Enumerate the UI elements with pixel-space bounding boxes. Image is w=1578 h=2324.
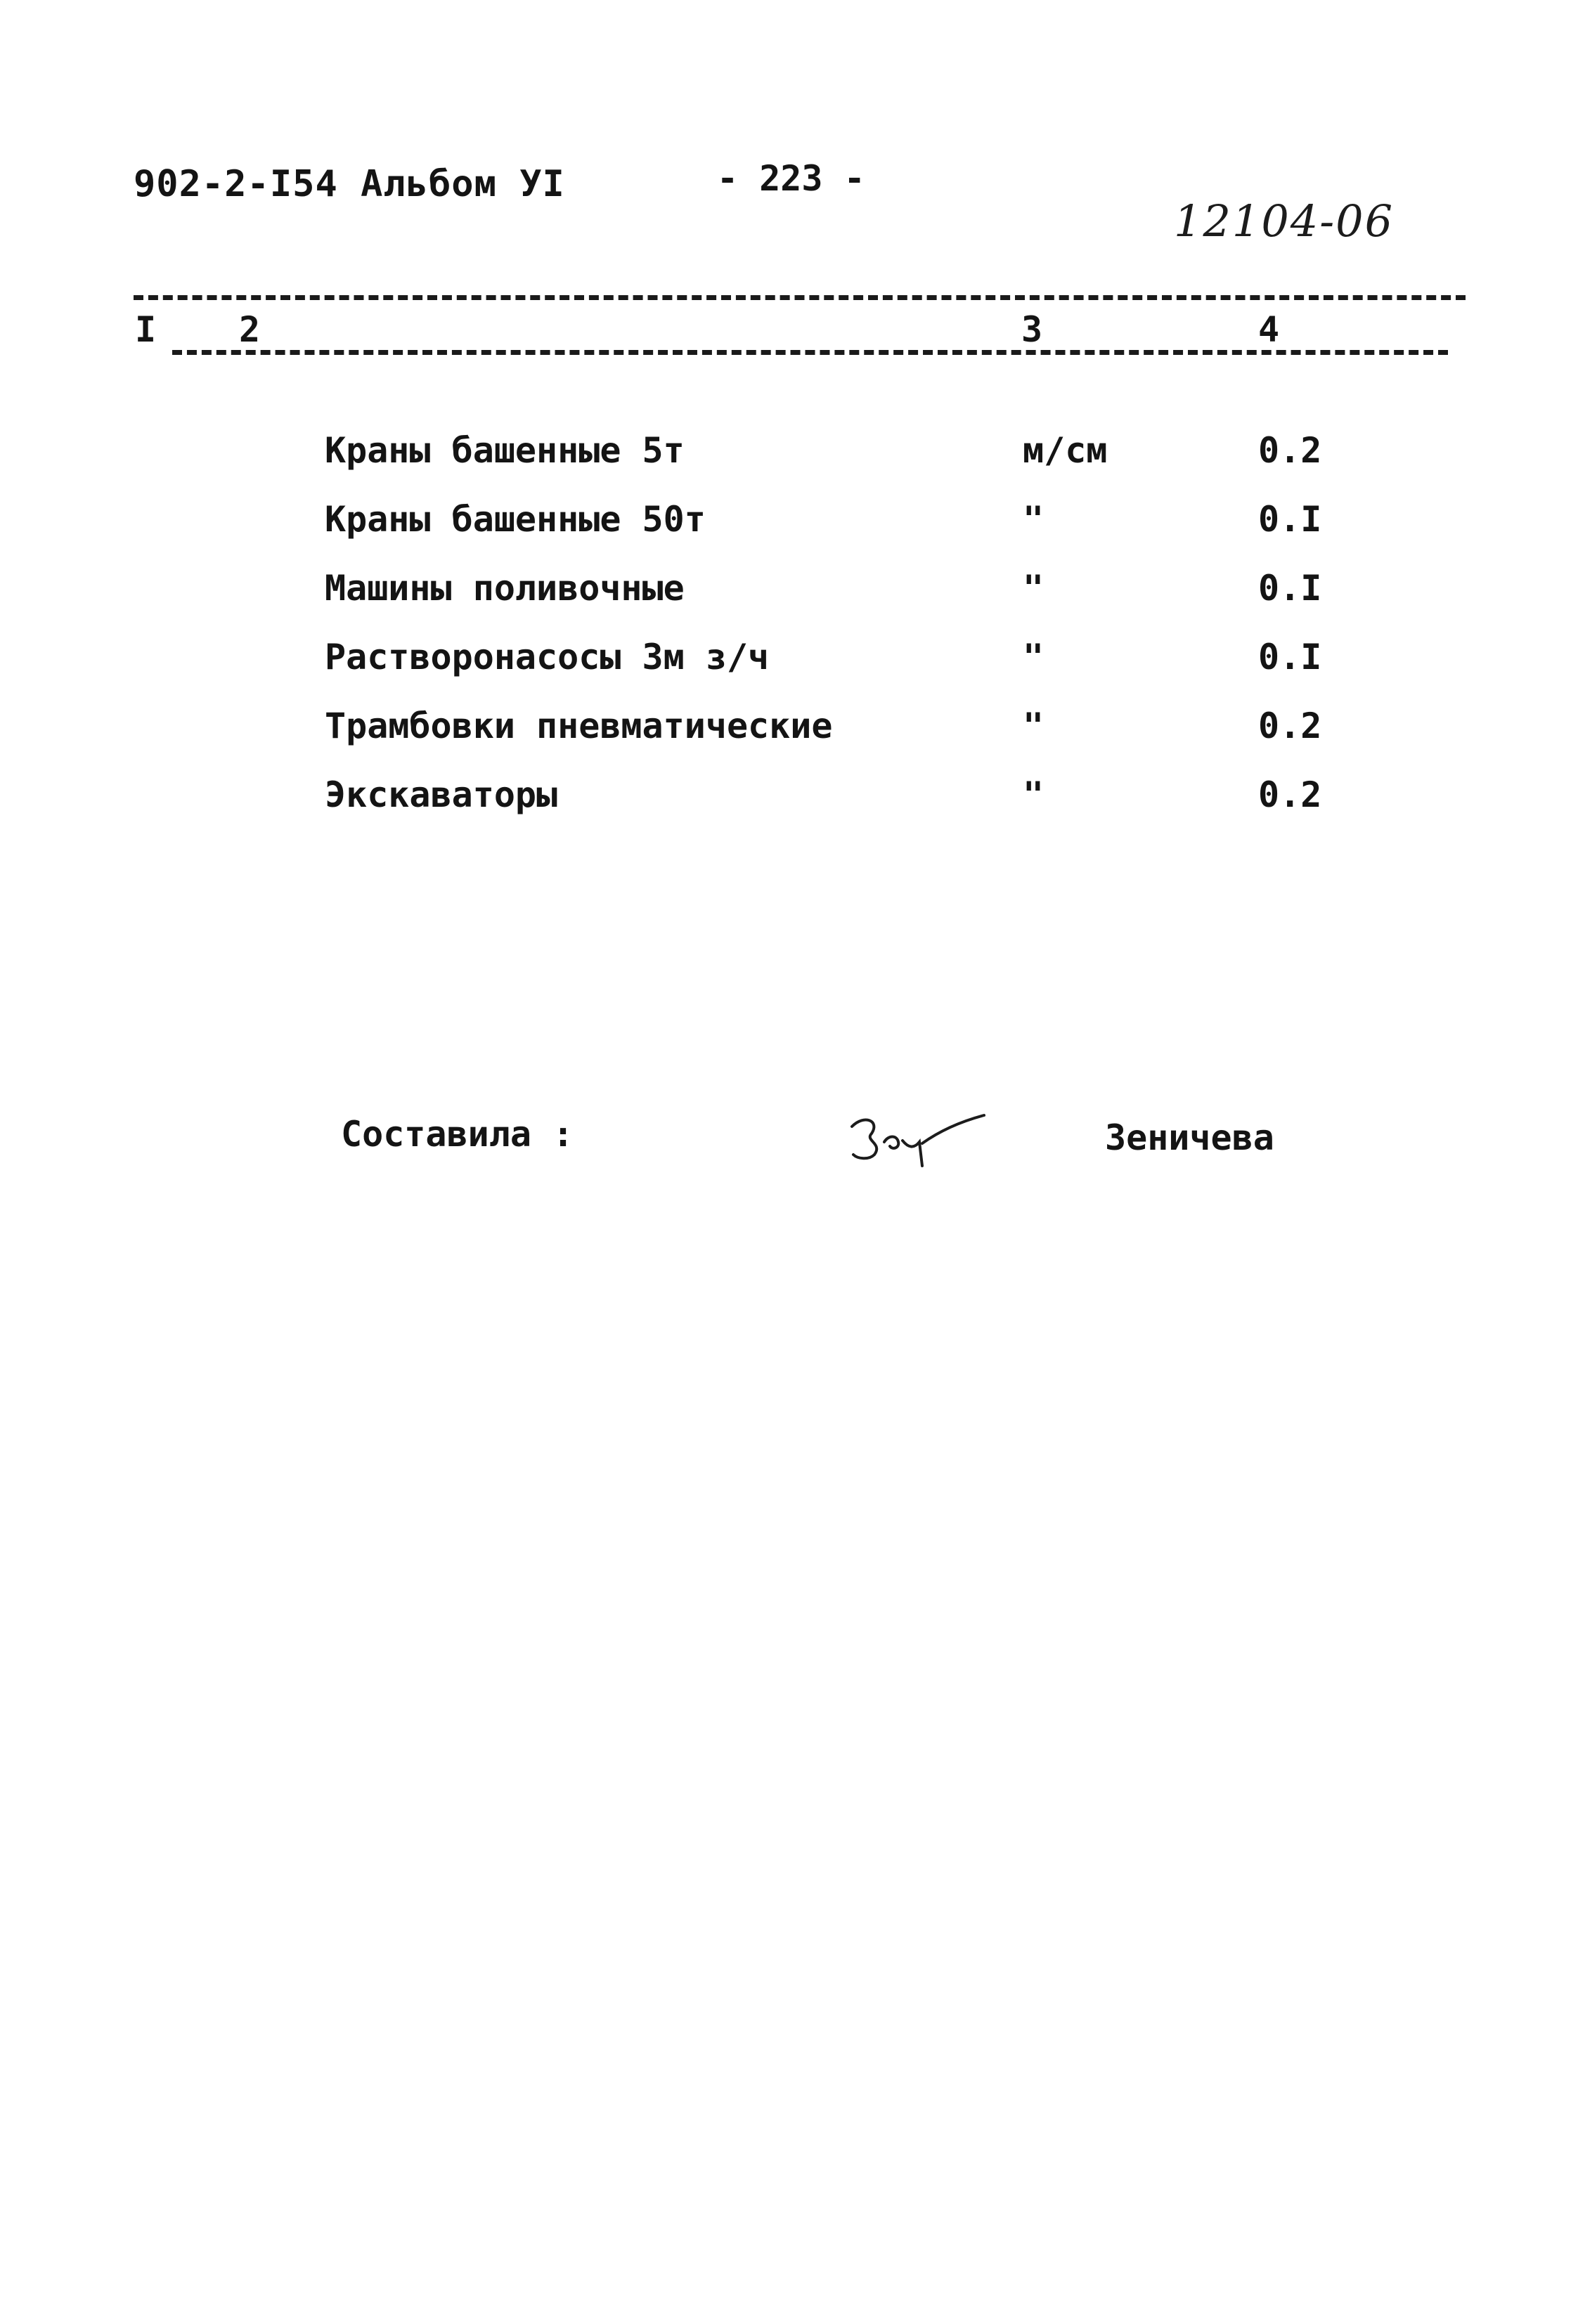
row-unit: ": [1023, 499, 1045, 540]
table-row: [0, 774, 1578, 831]
row-name: Краны башенные 50т: [325, 499, 706, 540]
table-row: [0, 706, 1578, 762]
row-name: Трамбовки пневматические: [325, 706, 833, 746]
table-row: [0, 568, 1578, 624]
column-number-2: 2: [239, 309, 261, 350]
handwritten-signature: [843, 1100, 998, 1177]
column-number-4: 4: [1258, 309, 1280, 350]
table-row: [0, 637, 1578, 693]
column-number-1: I: [135, 309, 157, 350]
row-unit: м/см: [1023, 430, 1108, 471]
compiler-name: Зеничева: [1105, 1117, 1274, 1158]
table-row: [0, 499, 1578, 555]
row-name: Краны башенные 5т: [325, 430, 685, 471]
row-value: 0.I: [1258, 637, 1322, 677]
row-value: 0.2: [1258, 430, 1322, 471]
row-name: Экскаваторы: [325, 774, 558, 815]
table-top-rule: [134, 295, 1466, 300]
row-unit: ": [1023, 568, 1045, 609]
row-unit: ": [1023, 774, 1045, 815]
table-header-rule: [172, 350, 1448, 355]
compiled-by-label: Составила :: [341, 1114, 574, 1155]
row-value: 0.I: [1258, 568, 1322, 609]
document-code: 902-2-I54 Альбом УI: [134, 163, 565, 205]
row-name: Растворонасосы 3м з/ч: [325, 637, 770, 677]
column-number-3: 3: [1021, 309, 1043, 350]
handwritten-number: 12104-06: [1174, 195, 1395, 247]
row-value: 0.2: [1258, 706, 1322, 746]
row-unit: ": [1023, 637, 1045, 677]
page-number: - 223 -: [717, 158, 865, 199]
row-name: Машины поливочные: [325, 568, 685, 609]
row-value: 0.2: [1258, 774, 1322, 815]
row-unit: ": [1023, 706, 1045, 746]
row-value: 0.I: [1258, 499, 1322, 540]
table-row: [0, 430, 1578, 486]
